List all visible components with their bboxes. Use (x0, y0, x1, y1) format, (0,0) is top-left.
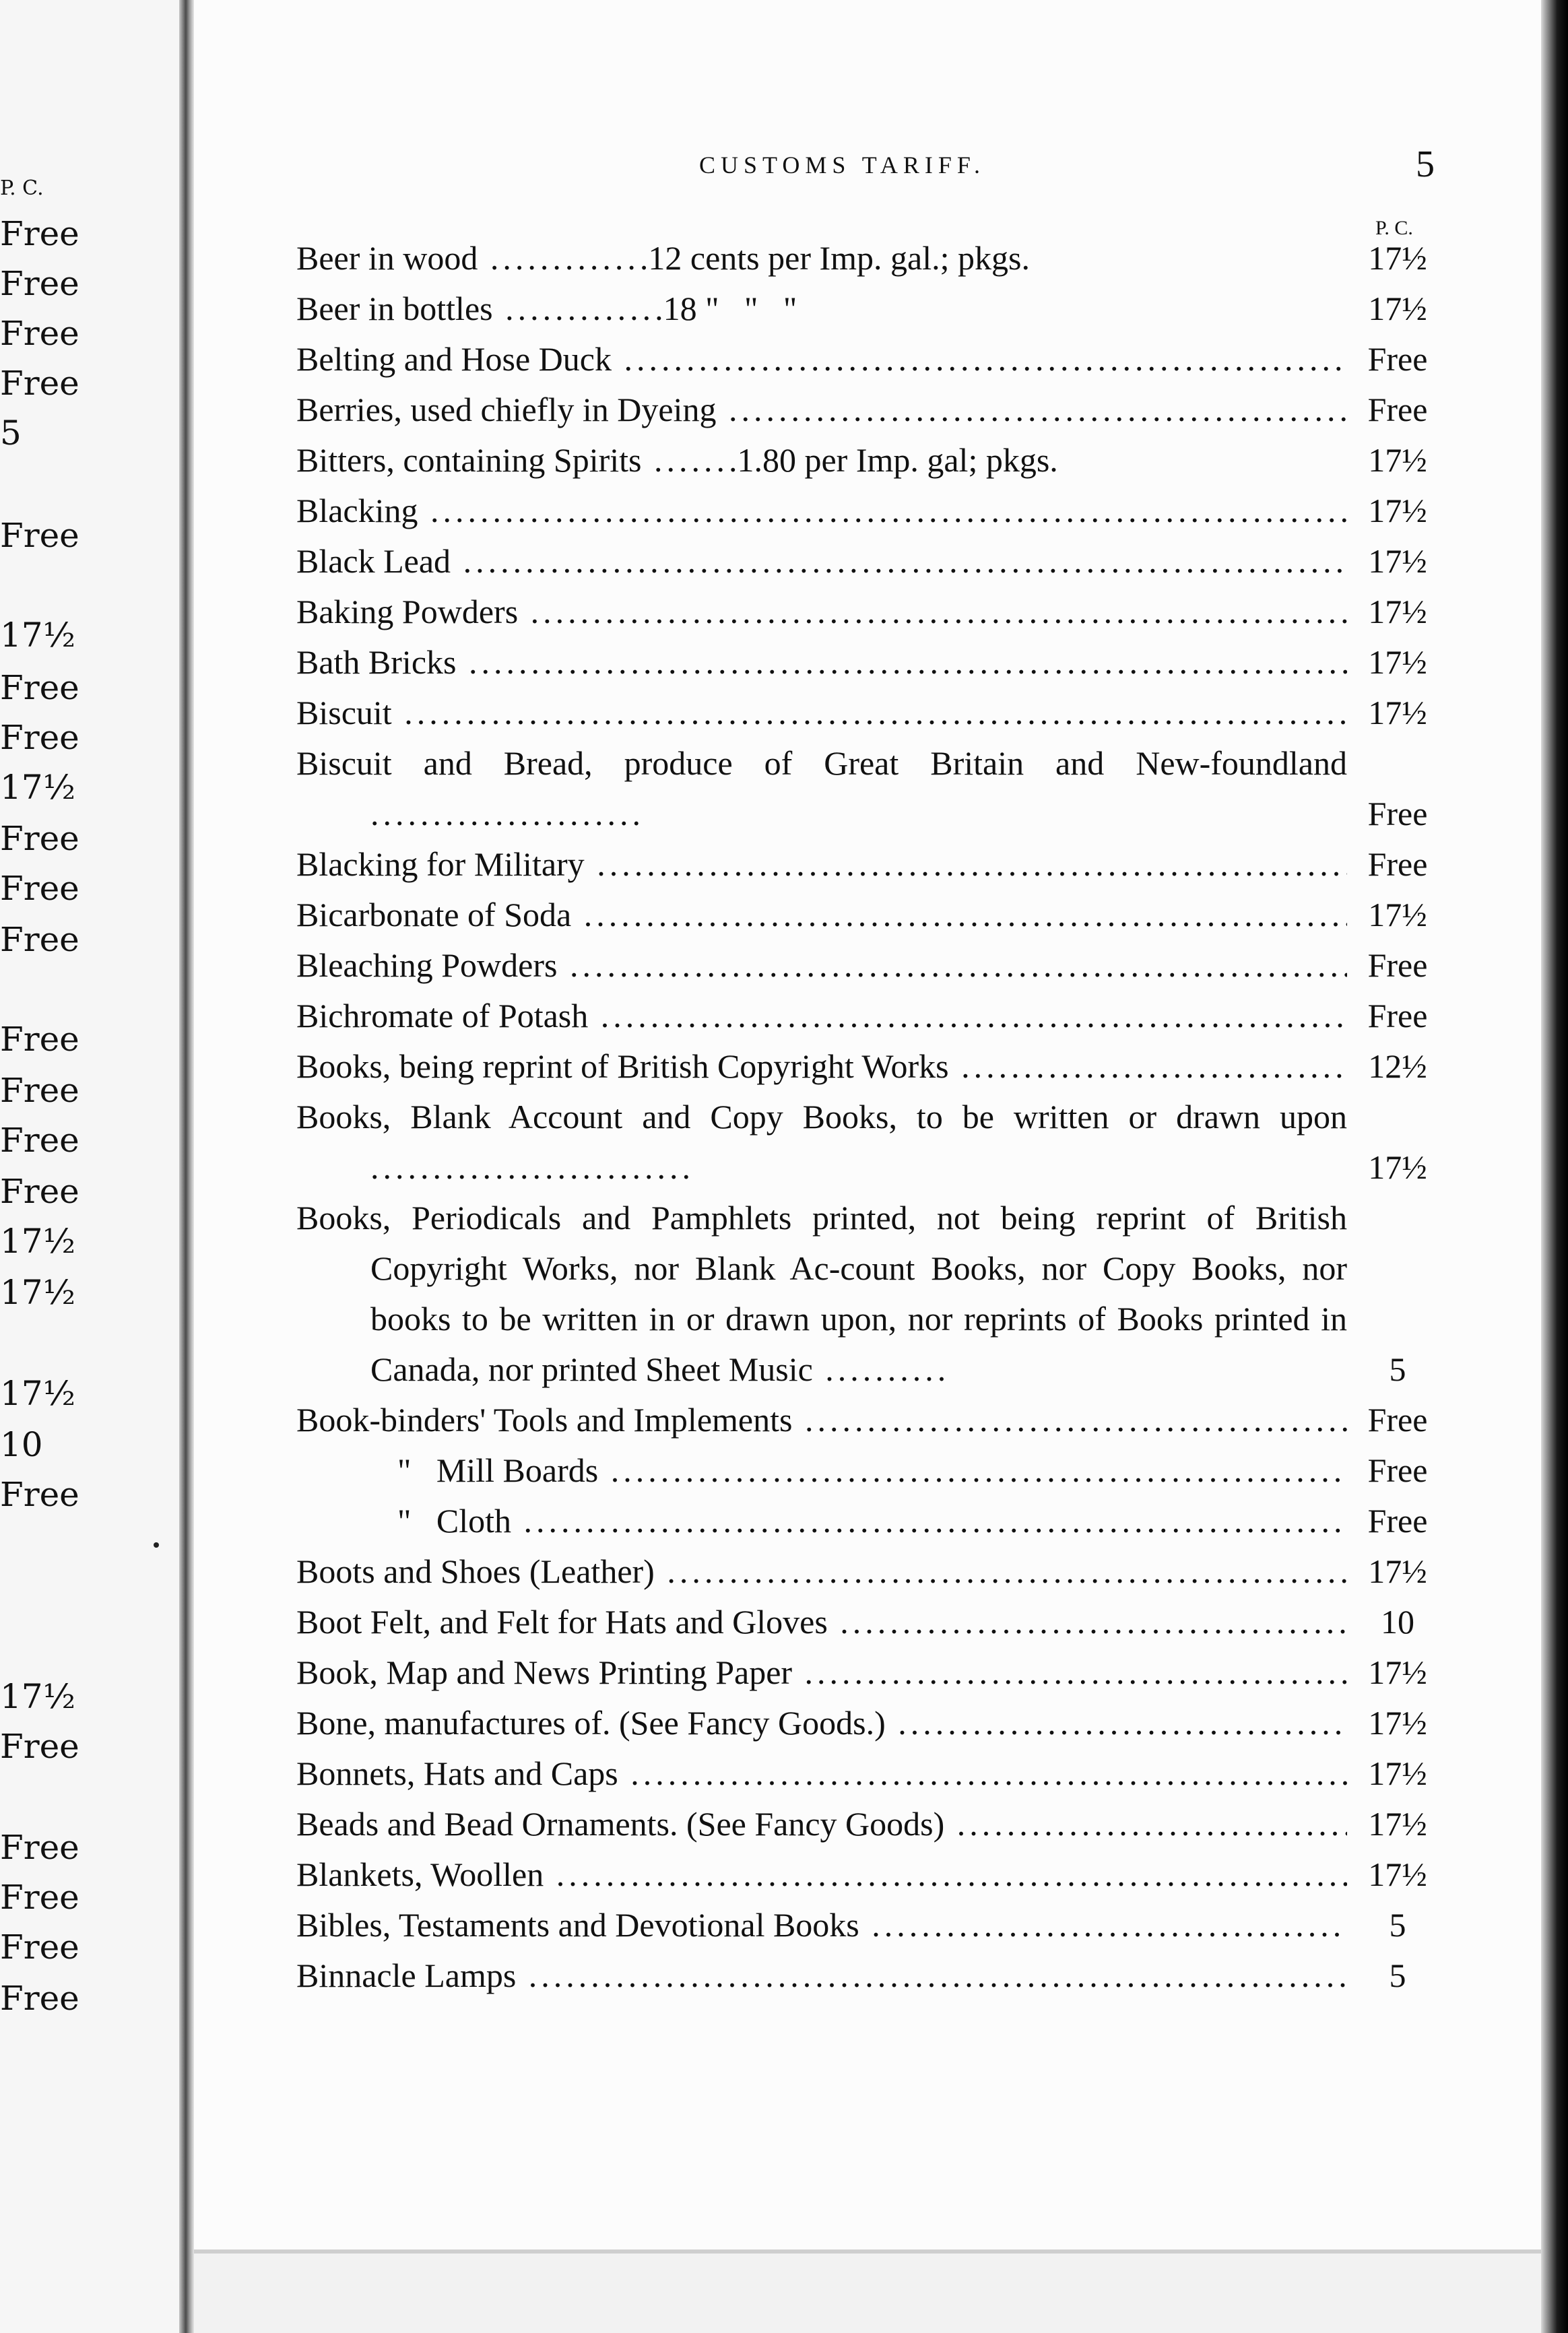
tariff-entry (296, 1647, 1448, 1698)
tariff-entry (296, 688, 1448, 738)
left-page-line: Free (0, 1121, 79, 1160)
entry-description: Beer in bottles .............18 " " " (296, 290, 797, 327)
tariff-entry (296, 1092, 1448, 1193)
entry-item: Biscuit ..... (296, 688, 1347, 738)
left-page-line: 17½ (0, 616, 76, 655)
tariff-entry (296, 284, 1448, 334)
tariff-entry (296, 839, 1448, 890)
left-page-line: Free (0, 1172, 79, 1211)
entry-item: Beer in bottles (296, 290, 493, 327)
entry-item: Book, Map and News Printing Paper ..... (296, 1647, 1347, 1698)
tariff-entry (296, 1597, 1448, 1647)
tariff-entry (296, 940, 1448, 991)
left-page-line: Free (0, 819, 79, 858)
book-gutter (179, 0, 194, 2333)
left-page-line: Free (0, 668, 79, 707)
tariff-entry (296, 1849, 1448, 1900)
left-page-line: Free (0, 718, 79, 757)
tariff-entry (296, 1496, 1448, 1546)
left-page-line: Free (0, 1878, 79, 1917)
entry-rate: 17½ (1368, 694, 1427, 731)
entry-rate: 17½ (1368, 542, 1427, 580)
left-page-line: 17½ (0, 1374, 76, 1413)
entry-item: Bonnets, Hats and Caps ..... (296, 1748, 1347, 1799)
entry-item: Baking Powders ..... (296, 587, 1347, 637)
entry-rate: Free (1367, 795, 1428, 832)
entry-rate: 17½ (1368, 1754, 1427, 1792)
left-page-line: Free (0, 1928, 79, 1967)
tariff-entry (296, 1698, 1448, 1748)
entry-rate: Free (1367, 391, 1428, 428)
entry-item: Bleaching Powders ..... (296, 940, 1347, 991)
entry-rate: 17½ (1368, 239, 1427, 277)
page-bottom-margin (194, 2254, 1541, 2333)
tariff-entry (296, 587, 1448, 637)
tariff-entry (296, 738, 1448, 839)
left-page-line: Free (0, 1979, 79, 2018)
left-page-line: 10 (0, 1425, 43, 1464)
tariff-entry (296, 233, 1448, 284)
entry-item: Black Lead ..... (296, 536, 1347, 587)
entry-rate: 17½ (1368, 1855, 1427, 1893)
entry-item: Berries, used chiefly in Dyeing ..... (296, 385, 1347, 435)
left-page-line: P. C. (0, 176, 44, 200)
running-head: CUSTOMS TARIFF. (699, 152, 986, 178)
left-page-line: Free (0, 264, 79, 303)
tariff-entry (296, 385, 1448, 435)
tariff-entry (296, 1950, 1448, 2001)
rate-column-label: P. C. (1375, 217, 1413, 239)
entry-rate: 17½ (1368, 492, 1427, 529)
entry-rate: 12½ (1368, 1047, 1427, 1085)
entry-rate: Free (1367, 997, 1428, 1034)
entry-item: Blankets, Woollen ..... (296, 1849, 1347, 1900)
page-number: 5 (1416, 143, 1435, 185)
entry-item: Bath Bricks ..... (296, 637, 1347, 688)
tariff-entry (296, 637, 1448, 688)
entry-description: Beer in wood .............12 cents per Imp. gal.; pkgs. (296, 239, 1030, 277)
entry-rate: 5 (1389, 1957, 1406, 1994)
entry-rate: Free (1367, 340, 1428, 378)
tariff-entry (296, 1193, 1448, 1395)
entry-description: Bitters, containing Spirits .......1.80 per Imp. gal; pkgs. (296, 441, 1058, 479)
entry-item-text: Biscuit and Bread, produce of Great Britain and New-foundland (296, 744, 1347, 782)
entry-item: Beads and Bead Ornaments. (See Fancy Goods) ..... (296, 1799, 1347, 1849)
entry-item-text: Books, Blank Account and Copy Books, to be written or drawn upon (296, 1098, 1347, 1136)
entry-item: Blacking for Military ..... (296, 839, 1347, 890)
entry-item: Books, Blank Account and Copy Books, to be written or drawn upon .......................... (296, 1098, 1347, 1186)
tariff-entry (296, 1445, 1448, 1496)
left-page-line: Free (0, 1475, 79, 1514)
entry-rate: 5 (1389, 1350, 1406, 1388)
tariff-entry (296, 1041, 1448, 1092)
entry-item: " Cloth ..... (296, 1496, 1347, 1546)
entry-item: Bicarbonate of Soda ..... (296, 890, 1347, 940)
entry-rate: Free (1367, 946, 1428, 984)
entry-duty: .1.80 per Imp. gal; pkgs. (728, 441, 1058, 479)
tariff-entry (296, 334, 1448, 385)
entry-item: " Mill Boards ..... (296, 1445, 1347, 1496)
left-page-line: Free (0, 1828, 79, 1867)
entry-item: Books, Periodicals and Pamphlets printed, not being reprint of British Copyright Works, nor Blank Ac-count Books, nor Copy Books, nor books to be written in or drawn upon, nor reprints of Books printed in Canada, nor printed Sheet Music .......... (296, 1199, 1347, 1388)
left-page-line: Free (0, 1727, 79, 1766)
tariff-entry (296, 1900, 1448, 1950)
left-page-line: 17½ (0, 1222, 76, 1261)
tariff-entry (296, 435, 1448, 486)
tariff-entry (296, 486, 1448, 536)
entry-rate: Free (1367, 1451, 1428, 1489)
entry-rate: 17½ (1368, 1148, 1427, 1186)
entry-item: Bichromate of Potash ..... (296, 991, 1347, 1041)
entry-rate: 17½ (1368, 643, 1427, 681)
entry-rate: 17½ (1368, 1552, 1427, 1590)
entry-duty: .12 cents per Imp. gal.; pkgs. (639, 239, 1030, 277)
left-page-line: 17½ (0, 1273, 76, 1312)
entry-rate: 17½ (1368, 1704, 1427, 1742)
left-page-line: Free (0, 214, 79, 253)
tariff-entry (296, 1546, 1448, 1597)
left-facing-page (0, 0, 181, 2333)
tariff-entry (296, 536, 1448, 587)
left-page-line: Free (0, 1071, 79, 1110)
left-page-line: 17½ (0, 768, 76, 807)
left-page-line: Free (0, 920, 79, 959)
tariff-entry (296, 1799, 1448, 1849)
tariff-entry (296, 890, 1448, 940)
entry-rate: 17½ (1368, 593, 1427, 630)
left-page-line: Free (0, 1020, 79, 1059)
entry-rate: 10 (1381, 1603, 1414, 1641)
stray-ink-dot (154, 1542, 159, 1548)
entry-rate: 17½ (1368, 290, 1427, 327)
tariff-entry (296, 991, 1448, 1041)
entry-item: Belting and Hose Duck ..... (296, 334, 1347, 385)
entry-duty: .18 " " " (655, 290, 797, 327)
tariff-entry (296, 1395, 1448, 1445)
entry-item: Biscuit and Bread, produce of Great Britain and New-foundland ...................... (296, 744, 1347, 832)
entry-rate: 17½ (1368, 441, 1427, 479)
entry-item: Beer in wood (296, 239, 478, 277)
left-page-line: Free (0, 314, 79, 353)
tariff-entry (296, 1748, 1448, 1799)
entry-rate: 17½ (1368, 1653, 1427, 1691)
entry-item: Book-binders' Tools and Implements ..... (296, 1395, 1347, 1445)
left-page-line: 5 (0, 414, 22, 453)
entry-rate: Free (1367, 1401, 1428, 1439)
entry-rate: 5 (1389, 1906, 1406, 1944)
entry-item: Blacking ..... (296, 486, 1347, 536)
entry-item: Bitters, containing Spirits (296, 441, 642, 479)
entry-item: Binnacle Lamps ..... (296, 1950, 1347, 2001)
tariff-list (296, 233, 1448, 2001)
left-page-line: 17½ (0, 1677, 76, 1716)
page-edge-shadow (1541, 0, 1568, 2333)
entry-item: Boot Felt, and Felt for Hats and Gloves ..... (296, 1597, 1347, 1647)
left-page-line: Free (0, 364, 79, 403)
entry-rate: 17½ (1368, 896, 1427, 933)
left-page-line: Free (0, 516, 79, 555)
entry-item: Bibles, Testaments and Devotional Books ..... (296, 1900, 1347, 1950)
entry-item: Boots and Shoes (Leather) ..... (296, 1546, 1347, 1597)
entry-item: Bone, manufactures of. (See Fancy Goods.) ..... (296, 1698, 1347, 1748)
entry-rate: Free (1367, 1502, 1428, 1540)
entry-item: Books, being reprint of British Copyright Works ..... (296, 1041, 1347, 1092)
entry-item-text: Books, Periodicals and Pamphlets printed, not being reprint of British Copyright Works, nor Blank Ac-count Books, nor Copy Books, nor books to be written in or drawn upon, nor reprints of Books printed in Canada, nor printed Sheet Music (296, 1199, 1347, 1388)
entry-rate: 17½ (1368, 1805, 1427, 1843)
left-page-line: Free (0, 869, 79, 908)
entry-rate: Free (1367, 845, 1428, 883)
